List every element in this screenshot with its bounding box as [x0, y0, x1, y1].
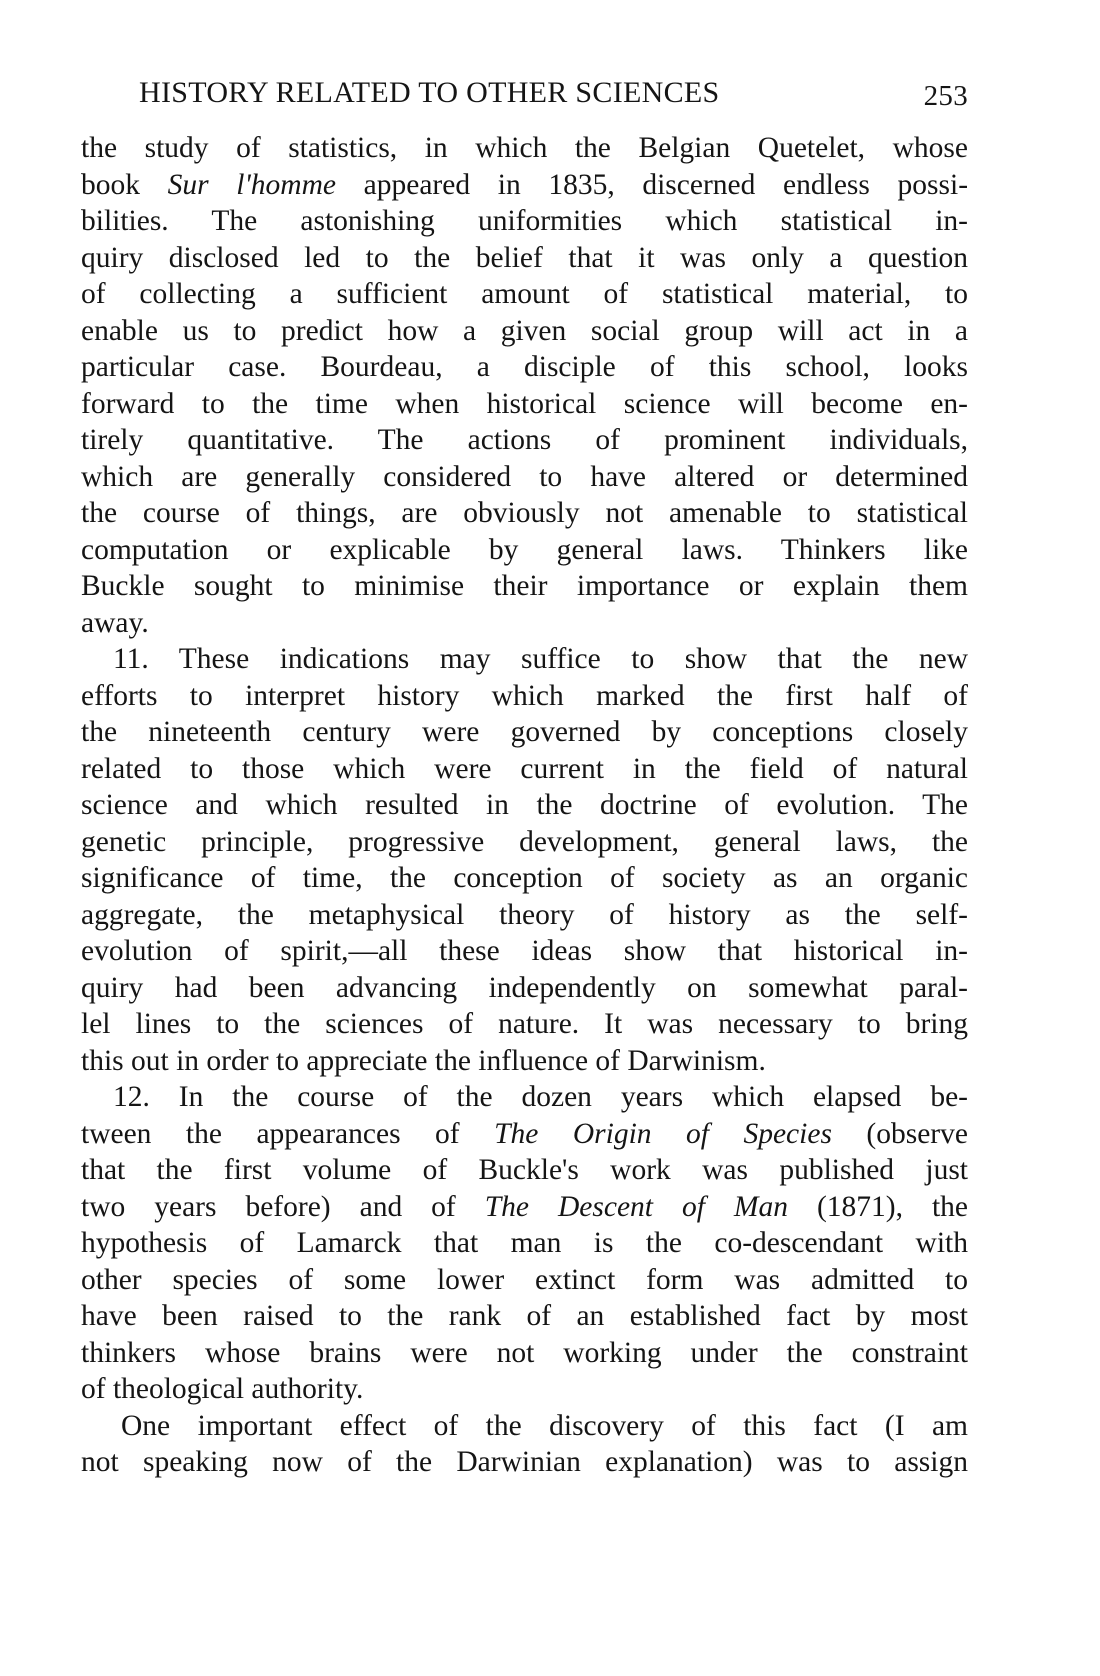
text-line — [81, 824, 968, 861]
line-text-after: (1871), the — [787, 1190, 968, 1223]
book-page — [81, 70, 968, 1630]
text-line — [81, 641, 968, 678]
text-line — [81, 787, 968, 824]
text-line — [81, 1006, 968, 1043]
text-line — [81, 678, 968, 715]
text-line — [81, 1262, 968, 1299]
line-text: that the first volume of Buckle's work was published just — [81, 1154, 968, 1186]
line-text: science and which resulted in the doctrine of evolution. The — [81, 789, 968, 821]
line-text: enable us to predict how a given social group will act in a — [81, 314, 968, 347]
line-text: significance of time, the conception of society as an organic — [81, 862, 968, 894]
text-line — [81, 751, 968, 788]
text-line — [81, 386, 968, 423]
line-text: other species of some lower extinct form was admitted to — [81, 1263, 968, 1296]
line-text: the study of statistics, in which the Belgian Quetelet, whose — [81, 132, 968, 164]
text-line — [81, 897, 968, 934]
text-line — [81, 313, 968, 350]
line-text-before: book — [81, 168, 168, 201]
text-line — [81, 130, 968, 167]
text-line — [81, 532, 968, 569]
text-line — [81, 568, 968, 605]
text-line — [81, 1371, 968, 1408]
line-text: the nineteenth century were governed by conceptions closely — [81, 716, 968, 748]
line-text: 11. These indications may suffice to show that the new — [113, 643, 968, 675]
text-line — [81, 240, 968, 277]
line-text: hypothesis of Lamarck that man is the co-descendant with — [81, 1227, 968, 1259]
text-line — [81, 276, 968, 313]
text-line — [81, 203, 968, 240]
line-text: computation or explicable by general laws. Thinkers like — [81, 533, 968, 566]
line-text: Buckle sought to minimise their importance or explain them — [81, 570, 968, 602]
line-text: particular case. Bourdeau, a disciple of this school, looks — [81, 351, 968, 383]
line-text: efforts to interpret history which marked the first half of — [81, 679, 968, 712]
line-text: not speaking now of the Darwinian explanation) was to assign — [81, 1446, 968, 1478]
text-line — [81, 1408, 968, 1445]
italic-title: The Descent of Man — [484, 1190, 788, 1223]
text-line — [81, 459, 968, 496]
line-text: of collecting a sufficient amount of statistical material, to — [81, 278, 968, 310]
line-text-before: two years before) and of — [81, 1190, 485, 1223]
line-text: which are generally considered to have altered or determined — [81, 460, 968, 493]
line-text-after: appeared in 1835, discerned endless possi- — [336, 168, 969, 201]
line-text: related to those which were current in the field of natural — [81, 752, 968, 785]
text-line — [81, 1152, 968, 1189]
text-line — [81, 970, 968, 1007]
line-text: thinkers whose brains were not working under the constraint — [81, 1336, 968, 1369]
line-text: 12. In the course of the dozen years which elapsed be- — [113, 1081, 968, 1113]
line-text: forward to the time when historical science will become en- — [81, 387, 968, 420]
line-text: bilities. The astonishing uniformities which statistical in- — [81, 205, 968, 237]
line-text: tirely quantitative. The actions of prominent individuals, — [81, 424, 968, 456]
line-text: the course of things, are obviously not amenable to statistical — [81, 497, 968, 529]
line-text: have been raised to the rank of an established fact by most — [81, 1300, 968, 1332]
line-text: One important effect of the discovery of this fact (I am — [121, 1409, 968, 1442]
line-text: aggregate, the metaphysical theory of history as the self- — [81, 898, 968, 931]
text-line — [81, 1189, 968, 1226]
text-line — [81, 933, 968, 970]
text-line — [81, 1043, 968, 1080]
text-line — [81, 1335, 968, 1372]
line-text: quiry had been advancing independently on somewhat paral- — [81, 971, 968, 1004]
text-line — [81, 1444, 968, 1481]
text-line — [81, 1298, 968, 1335]
line-text: of theological authority. — [81, 1373, 364, 1405]
line-text: genetic principle, progressive development, general laws, the — [81, 825, 968, 858]
text-line — [81, 714, 968, 751]
line-text: away. — [81, 606, 149, 639]
line-text: evolution of spirit,—all these ideas show that historical in- — [81, 935, 968, 967]
text-line — [81, 860, 968, 897]
line-text-after: (observe — [831, 1117, 968, 1150]
text-line — [81, 1225, 968, 1262]
text-line — [81, 495, 968, 532]
text-line — [81, 167, 968, 204]
text-line — [81, 1116, 968, 1153]
line-text: quiry disclosed led to the belief that it was only a question — [81, 241, 968, 274]
running-title: HISTORY RELATED TO OTHER SCIENCES — [139, 76, 720, 109]
line-text: this out in order to appreciate the influence of Darwinism. — [81, 1044, 766, 1077]
text-line — [81, 605, 968, 642]
text-line — [81, 1079, 968, 1116]
italic-title: The Origin of Species — [494, 1117, 832, 1150]
body-text — [81, 130, 968, 1481]
page-number: 253 — [923, 80, 968, 112]
text-line — [81, 422, 968, 459]
italic-title: Sur l'homme — [167, 168, 336, 201]
line-text-before: tween the appearances of — [81, 1117, 495, 1150]
text-line — [81, 349, 968, 386]
running-header — [81, 70, 968, 122]
line-text: lel lines to the sciences of nature. It was necessary to bring — [81, 1008, 968, 1040]
